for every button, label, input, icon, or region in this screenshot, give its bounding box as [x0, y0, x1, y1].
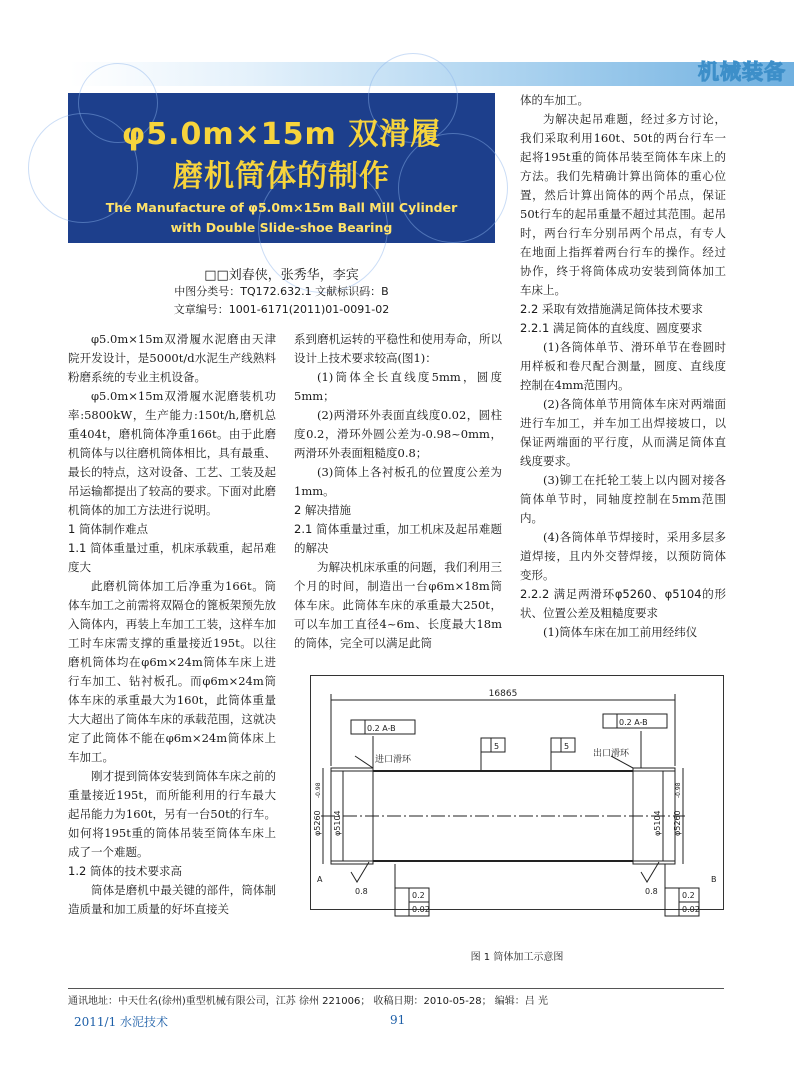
- roughness-left: [351, 862, 369, 882]
- paragraph: 刚才提到筒体安装到筒体车床之前的重量接近195t，而所能利用的行车最大起吊能力为160t，另有一台50t的行车。如何将195t重的筒体吊装至筒体车床上成了一个难题。: [68, 769, 276, 859]
- section-heading: 1 筒体制作难点: [68, 522, 148, 536]
- section-heading: 1.1 简体重量过重，机床承载重，起吊难度大: [68, 541, 276, 574]
- authors: □□刘春侠，张秀华，李宾: [204, 268, 359, 283]
- paragraph: (1)筒体车床在加工前用经纬仪: [543, 625, 698, 639]
- paragraph: 此磨机筒体加工后净重为166t。筒体车加工之前需将双隔仓的篦板架预先放入筒体内，再装上车加工工装，这样车加工时车床需支撑的重量接近195t。以往磨机筒体均在φ6m×24m筒体车床上进行车加工、钻衬板孔。而φ6m×24m筒体车床的承重最大为160t，此筒体重量大大超出了筒体车床的承载范围，这就决定了此筒体不能在φ6m×24m筒体床上车加工。: [68, 579, 276, 764]
- tol-sub-right: -0.98: [675, 782, 682, 798]
- paragraph: 为解决机床承重的问题，我们利用三个月的时间，制造出一台φ6m×18m筒体车床。此筒体车床的承重最大250t，可以车加工直径4~6m、长度最大18m的筒体，完全可以满足此筒: [294, 560, 502, 650]
- section-heading: 2 解决措施: [294, 503, 351, 517]
- lower-right-bottom: 0.02: [682, 905, 700, 914]
- figure-1-drawing: [310, 675, 724, 914]
- rough-left-value: 0.8: [355, 887, 368, 896]
- paragraph: (3)筒体上各衬板孔的位置度公差为1mm。: [294, 465, 502, 498]
- tol-left-text: 0.2 A-B: [367, 724, 396, 733]
- dia-right-outer: φ5260: [673, 810, 682, 836]
- paragraph: 筒体是磨机中最关键的部件，筒体制造质量和加工质量的好坏直接关: [68, 883, 276, 916]
- section-heading: 1.2 筒体的技术要求高: [68, 864, 182, 878]
- title-cn-line1: φ5.0m×15m 双滑履: [121, 117, 442, 152]
- section-heading: 2.2 采取有效措施满足筒体技术要求: [520, 302, 703, 316]
- title-en-line1: The Manufacture of φ5.0m×15m Ball Mill Cylinder: [105, 200, 458, 215]
- lower-left-bottom: 0.02: [412, 905, 430, 914]
- title-en-line2: with Double Slide-shoe Bearing: [170, 220, 393, 235]
- figure-caption: 图 1 筒体加工示意图: [470, 952, 564, 963]
- paragraph: φ5.0m×15m双滑履水泥磨由天津院开发设计，是5000t/d水泥生产线熟料粉磨系统的专业主机设备。: [68, 332, 276, 384]
- roundness-value: 5: [564, 742, 570, 751]
- inlet-ring-label: 进口滑环: [375, 755, 412, 765]
- cylinder-drawing: [311, 676, 723, 914]
- paragraph: 为解决起吊难题，经过多方讨论，我们采取利用160t、50t的两台行车一起将195t重的筒体吊装至筒体车床上的方法。我们先精确计算出筒体的重心位置，然后计算出筒体的两个吊点，保证50t行车的起吊重量不超过其范围。起吊时，两台行车分别吊两个吊点，有专人在地面上指挥着两台行车的操作。经过协作，终于将筒体成功安装到筒体加工车床上。: [520, 112, 726, 297]
- section-heading: 2.2.1 满足筒体的直线度、圆度要求: [520, 321, 703, 335]
- straightness-frame: [481, 738, 505, 752]
- datum-a: A: [317, 875, 323, 884]
- correspondence-address: 通讯地址：中天仕名(徐州)重型机械有限公司，江苏 徐州 221006； 收稿日期：2010-05-28； 编辑：吕 光: [68, 996, 548, 1007]
- lower-right-top: 0.2: [682, 891, 695, 900]
- paragraph: (1)各筒体单节、滑环单节在卷圆时用样板和卷尺配合测量，圆度、直线度控制在4mm范围内。: [520, 340, 726, 392]
- section-heading: 2.2.2 满足两滑环φ5260、φ5104的形状、位置公差及粗糙度要求: [520, 587, 726, 620]
- article-number: 文章编号：1001-6171(2011)01-0091-02: [173, 303, 390, 316]
- straightness-value: 5: [494, 742, 500, 751]
- dia-left-outer: φ5260: [313, 810, 322, 836]
- paragraph: (2)各筒体单节用筒体车床对两端面进行车加工，并车加工出焊接坡口，以保证两端面的平行度，从而满足筒体直线度要求。: [520, 397, 726, 468]
- lower-left-top: 0.2: [412, 891, 425, 900]
- page-number: 91: [390, 1013, 406, 1027]
- rough-right-value: 0.8: [645, 887, 658, 896]
- journal-issue: 2011/1 水泥技术: [74, 1015, 169, 1029]
- roundness-frame: [551, 738, 575, 752]
- paragraph: (1)筒体全长直线度5mm，圆度5mm；: [294, 370, 502, 403]
- paragraph: (2)两滑环外表面直线度0.02，圆柱度0.2，滑环外圆公差为-0.98~0mm，两滑环外表面粗糙度0.8；: [294, 408, 502, 460]
- title-banner: [68, 93, 495, 243]
- dim-length-text: 16865: [488, 689, 518, 699]
- paragraph: 体的车加工。: [520, 93, 589, 107]
- datum-b: B: [711, 875, 717, 884]
- paragraph: (3)铆工在托轮工装上以内圆对接各筒体单节时，同轴度控制在5mm范围内。: [520, 473, 726, 525]
- tol-sub-left: -0.98: [315, 782, 322, 798]
- section-heading: 2.1 简体重量过重，加工机床及起吊难题的解决: [294, 522, 502, 555]
- tol-right-text: 0.2 A-B: [619, 718, 648, 727]
- paragraph: 系到磨机运转的平稳性和使用寿命，所以设计上技术要求较高(图1)：: [294, 332, 502, 365]
- clc-number: 中图分类号：TQ172.632.1 文献标识码：B: [174, 285, 389, 298]
- column-1: [68, 330, 276, 919]
- title-cn-line2: 磨机筒体的制作: [173, 159, 390, 194]
- footnote-rule: [68, 988, 724, 989]
- column-3: [520, 91, 726, 642]
- dia-right-inner: φ5104: [653, 810, 662, 836]
- paragraph: φ5.0m×15m双滑履水泥磨装机功率:5800kW，生产能力:150t/h,磨机总重404t，磨机筒体净重166t。由于此磨机筒体与以往磨机筒体相比，具有最重、最长的特点，这对设备、工艺、工装及起吊运输都提出了较高的要求。下面对此磨机筒体的加工方法进行说明。: [68, 389, 276, 517]
- column-2: [294, 330, 502, 653]
- paragraph: (4)各筒体单节焊接时，采用多层多道焊接，且内外交替焊接，以预防筒体变形。: [520, 530, 726, 582]
- roughness-right: [641, 862, 659, 882]
- outlet-ring-label: 出口滑环: [593, 749, 630, 759]
- dia-left-inner: φ5104: [333, 810, 342, 836]
- section-tag: 机械装备: [698, 60, 786, 84]
